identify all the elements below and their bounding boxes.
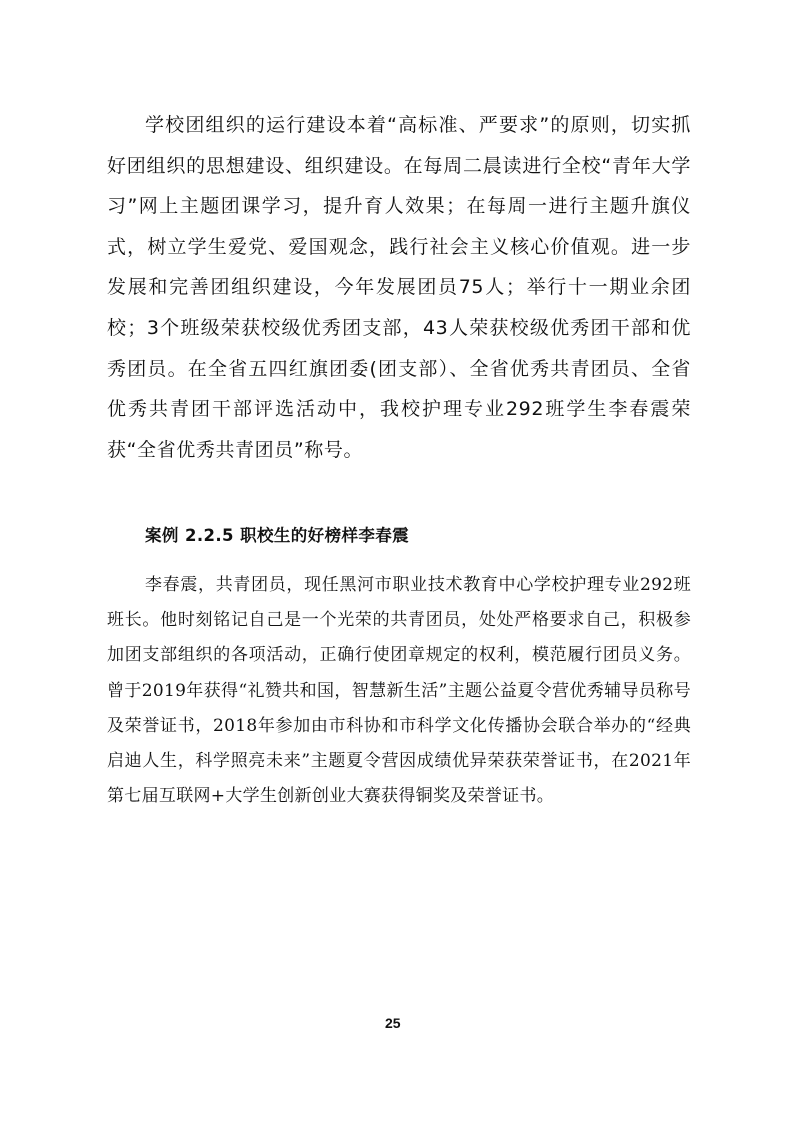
page-number: 25 — [385, 1015, 401, 1031]
body-paragraph-case-study: 李春震，共青团员，现任黑河市职业技术教育中心学校护理专业292班班长。他时刻铭记自己是一个光荣的共青团员，处处严格要求自己，积极参加团支部组织的各项活动，正确行使团章规定的权利，模范履行团员义务。曾于2019年获得“礼赞共和国，智慧新生活”主题公益夏令营优秀辅导员称号及荣誉证书，2018年参加由市科协和市科学文化传播协会联合举办的“经典启迪人生，科学照亮未来”主题夏令营因成绩优异荣获荣誉证书，在2021年第七届互联网+大学生创新创业大赛获得铜奖及荣誉证书。 — [107, 575, 691, 807]
body-paragraph-league-organization: 学校团组织的运行建设本着“高标准、严要求”的原则，切实抓好团组织的思想建设、组织建设。在每周二晨读进行全校“青年大学习”网上主题团课学习，提升育人效果；在每周一进行主题升旗仪式，树立学生爱党、爱国观念，践行社会主义核心价值观。进一步发展和完善团组织建设，今年发展团员75人；举行十一期业余团校；3个班级荣获校级优秀团支部，43人荣获校级优秀团干部和优秀团员。在全省五四红旗团委(团支部）、全省优秀共青团员、全省优秀共青团干部评选活动中，我校护理专业292班学生李春震荣获“全省优秀共青团员”称号。 — [107, 114, 691, 461]
case-heading: 案例 2.2.5 职校生的好榜样李春震 — [145, 526, 410, 545]
